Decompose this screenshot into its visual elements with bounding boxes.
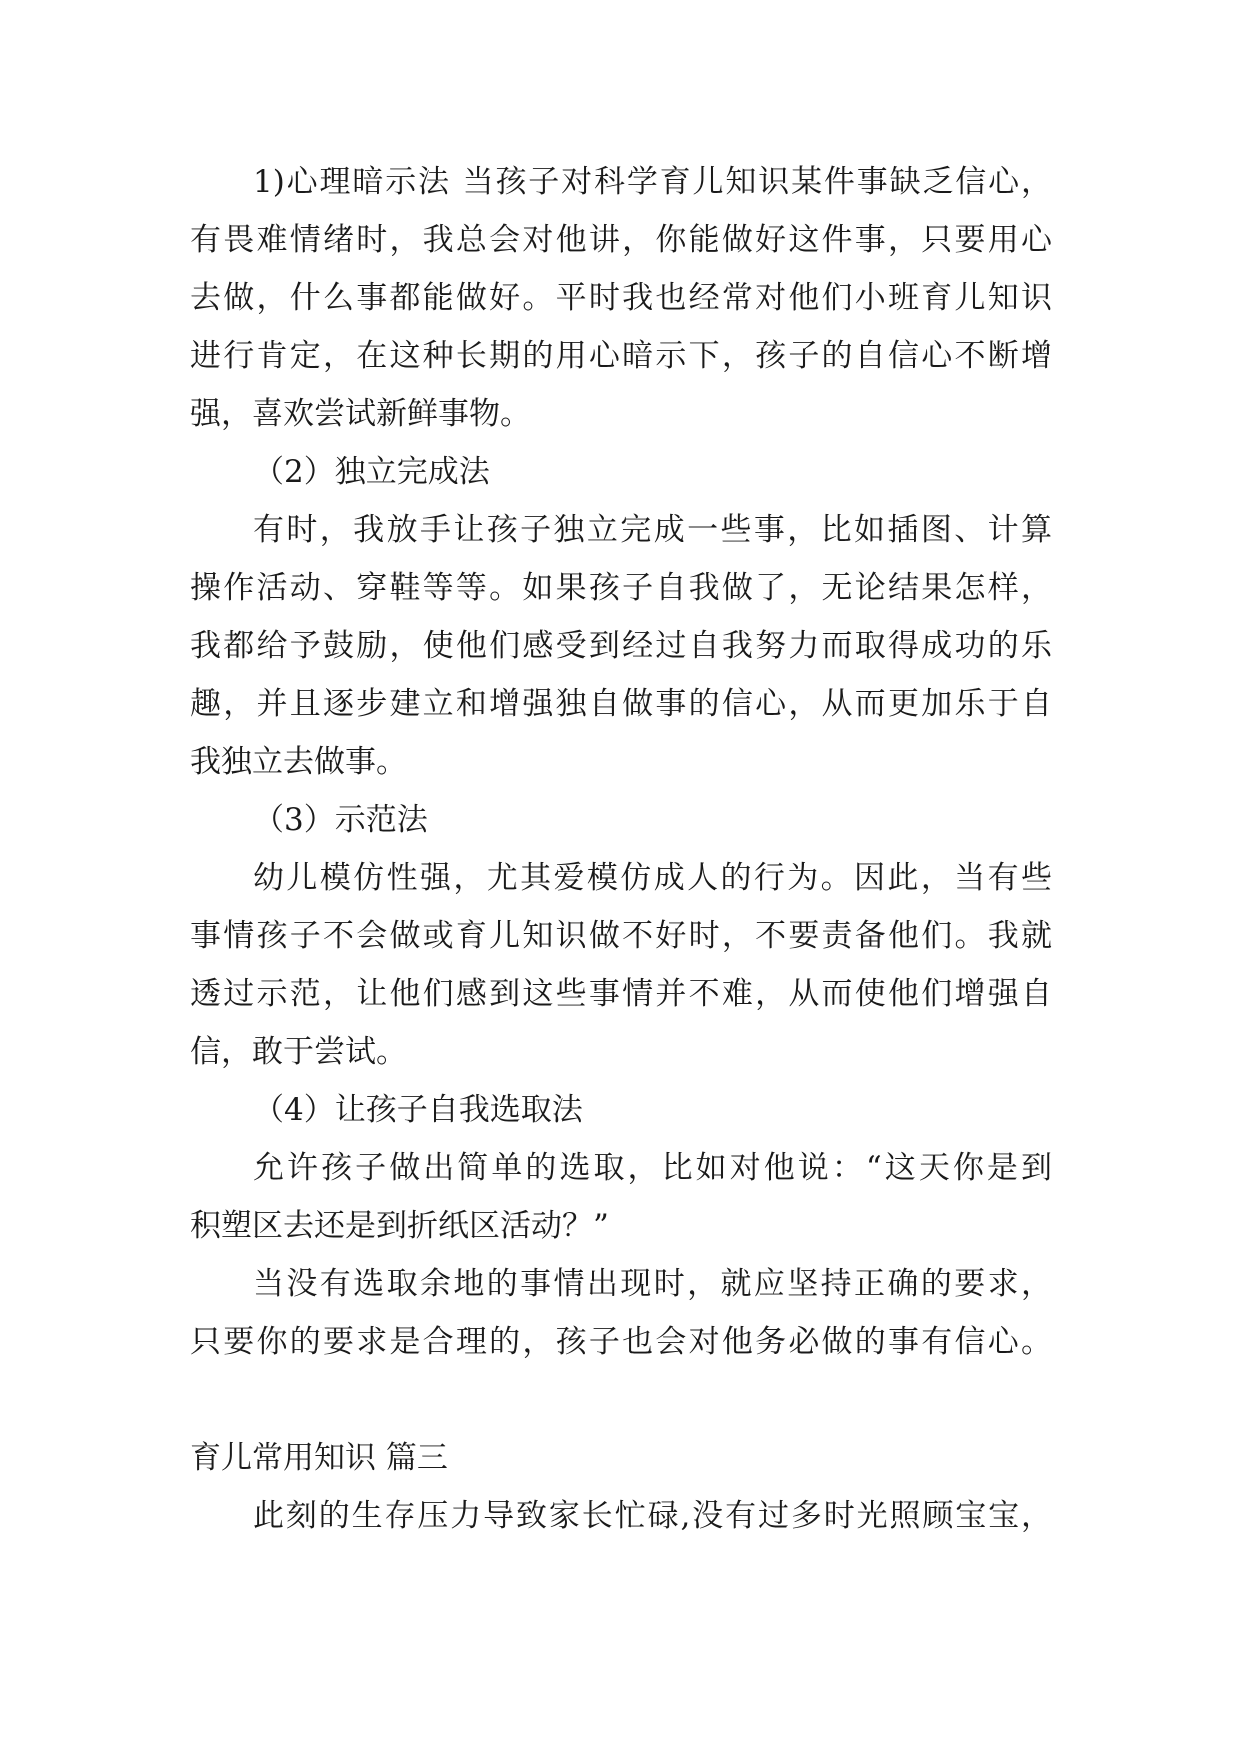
paragraph-3-line-4: 信，敢于尝试。 bbox=[190, 1034, 407, 1070]
paragraph-6-line-1: 此刻的生存压力导致家长忙碌,没有过多时光照顾宝宝， bbox=[253, 1498, 1052, 1534]
paragraph-1-line-4: 进行肯定，在这种长期的用心暗示下，孩子的自信心不断增 bbox=[190, 338, 1052, 374]
paragraph-1-line-1: 1)心理暗示法 当孩子对科学育儿知识某件事缺乏信心， bbox=[253, 164, 1052, 200]
paragraph-1-line-2: 有畏难情绪时，我总会对他讲，你能做好这件事，只要用心 bbox=[190, 222, 1052, 258]
paragraph-3-line-3: 透过示范，让他们感到这些事情并不难，从而使他们增强自 bbox=[190, 976, 1052, 1012]
paragraph-4-line-2: 积塑区去还是到折纸区活动？” bbox=[190, 1208, 609, 1244]
subheading-3: （3）示范法 bbox=[253, 802, 428, 838]
paragraph-1-line-5: 强，喜欢尝试新鲜事物。 bbox=[190, 396, 531, 432]
subheading-2: （2）独立完成法 bbox=[253, 454, 490, 490]
paragraph-2-line-4: 趣，并且逐步建立和增强独自做事的信心，从而更加乐于自 bbox=[190, 686, 1052, 722]
paragraph-5-line-1: 当没有选取余地的事情出现时，就应坚持正确的要求， bbox=[253, 1266, 1052, 1302]
paragraph-3-line-2: 事情孩子不会做或育儿知识做不好时，不要责备他们。我就 bbox=[190, 918, 1052, 954]
paragraph-2-line-5: 我独立去做事。 bbox=[190, 744, 407, 780]
paragraph-1-line-3: 去做，什么事都能做好。平时我也经常对他们小班育儿知识 bbox=[190, 280, 1052, 316]
paragraph-2-line-1: 有时，我放手让孩子独立完成一些事，比如插图、计算 bbox=[253, 512, 1052, 548]
subheading-4: （4）让孩子自我选取法 bbox=[253, 1092, 583, 1128]
paragraph-2-line-3: 我都给予鼓励，使他们感受到经过自我努力而取得成功的乐 bbox=[190, 628, 1052, 664]
section-title: 育儿常用知识 篇三 bbox=[190, 1440, 448, 1476]
paragraph-3-line-1: 幼儿模仿性强，尤其爱模仿成人的行为。因此，当有些 bbox=[253, 860, 1052, 896]
paragraph-2-line-2: 操作活动、穿鞋等等。如果孩子自我做了，无论结果怎样， bbox=[190, 570, 1052, 606]
paragraph-5-line-2: 只要你的要求是合理的，孩子也会对他务必做的事有信心。 bbox=[190, 1324, 1052, 1360]
paragraph-4-line-1: 允许孩子做出简单的选取，比如对他说：“这天你是到 bbox=[253, 1150, 1052, 1186]
